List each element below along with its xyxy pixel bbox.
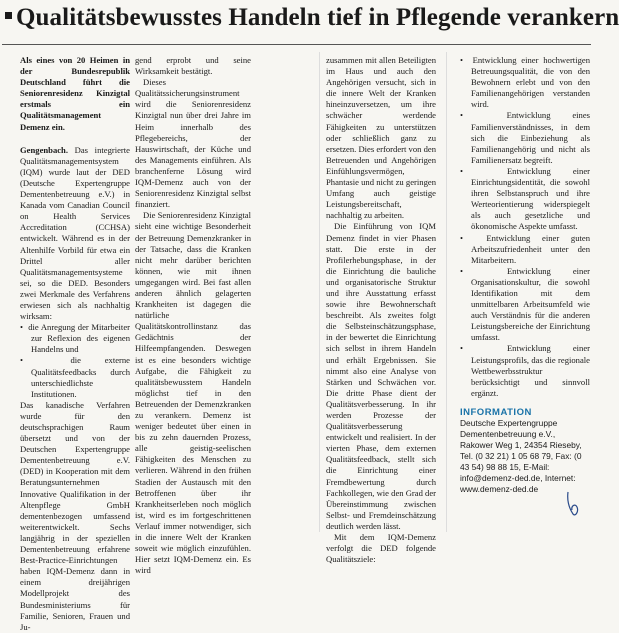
dateline: Gengenbach.: [20, 144, 68, 155]
list-item: • Entwicklung eines Familienverständnisses, in dem sich die Einbeziehung als Familienangehörig und nicht als Familienersatz begreift.: [460, 110, 590, 165]
body-paragraph: Die Seniorenresidenz Kinzigtal sieht eine wichtige Besonderheit der Betreuung Demenzkranker in der Tatsache, dass die Kranken nicht mehr darüber berichten können, wie mit ihnen umgegangen wird. Bei fast allen anderen ähnlich gelagerten Krankheiten ist dagegen die natürliche Qualitätskontrollinstanz das Gedächtnis der Hilfeempfangenden. Deswegen ist es eine besonders wichtige Aufgabe, die Fähigkeit zu qualitätsbewusstem Handeln möglichst tief in den Betreuenden der Demenzkranken zu verankern. Demenz ist weniger bedeutet über einen in bis zu zehn dauernden Prozess, alle geistig-seelischen Fähigkeiten des Menschen zu verlieren. Während in den frühen Stadien der Austausch mit den Betroffenen über ihr Krankheitserleben noch möglich ist, wird es im fortgeschrittenen Verlauf immer notwendiger, sich in die innere Welt der Kranken soweit wie möglich einzufühlen. Hier setzt IQM-Demenz ein. Es wird: [135, 210, 251, 576]
column-3: [326, 55, 437, 565]
column-1: [20, 55, 131, 632]
list-item: • Entwicklung einer Leistungsprofils, das die regionale Wettbewerbsstruktur berücksichtigt und sinnvoll ergänzt.: [460, 343, 590, 398]
body-paragraph: Das kanadische Verfahren wurde für den deutschsprachigen Raum übersetzt und von der Deutschen Expertengruppe Dementenbetreuung e.V. (DED) in Kooperation mit dem Beratungsunternehmen Innovative Qualifikation in der Altenpflege GmbH dementenbezogen umfassend weiterentwickelt. Sechs langjährig in der speziellen Dementenbetreuung erfahrene Best-Practice-Einrichtungen haben IQM-Demenz dann in einem dreijährigen Modellprojekt des Bundesministeriums für Familie, Senioren, Frauen und Ju-: [20, 399, 130, 632]
headline: Qualitätsbewusstes Handeln tief in Pflegende verankern: [16, 4, 619, 31]
headline-rule: [2, 44, 591, 45]
handwritten-mark-icon: [565, 490, 581, 518]
headline-square-icon: [5, 12, 12, 19]
column-4: [460, 55, 590, 533]
lead-paragraph: Als eines von 20 Heimen in der Bundesrepublik Deutschland führt die Seniorenresidenz Kinzigtal erstmals ein Qualitätsmanagement Demenz ein.: [20, 55, 130, 132]
body-paragraph: [20, 145, 130, 323]
column-divider: [319, 52, 320, 532]
body-paragraph: gend erprobt und seine Wirksamkeit bestätigt.: [135, 55, 251, 77]
column-divider: [446, 52, 447, 532]
column-2: [135, 55, 251, 576]
list-item: • Entwicklung einer guten Arbeitszufriedenheit unter den Mitarbeitern.: [460, 233, 590, 266]
list-item: • Entwicklung einer Organisationskultur, die sowohl Identifikation mit dem unmittelbaren Arbeitsumfeld wie auch Verständnis für die anderen Leistungsbereiche der Einrichtung umfasst.: [460, 266, 590, 344]
list-item: • Entwicklung einer Einrichtungsidentität, die sowohl ihren Selbstanspruch und ihre Werteorientierung widerspiegelt als auch gesetzliche und ökonomische Aspekte umfasst.: [460, 166, 590, 233]
body-text: Das integrierte Qualitätsmanagementsystem (IQM) wurde laut der DED (Deutsche Expertengruppe Dementenbetreuung e.V.) in Kanada vom Canadian Council on Health Services Accreditation (CCHSA) entwickelt. Während es in der Altenhilfe Vorbild für etwa ein Drittel aller Qualitätsmanagementsysteme sei, so die DED. Besonders zwei Merkmale des Verfahrens erwiesen sich als nachhaltig wirksam:: [20, 144, 130, 322]
list-item: • Entwicklung einer hochwertigen Betreuungsqualität, die von den Bewohnern erlebt und von den Familienangehörigen verstanden wird.: [460, 55, 590, 110]
body-paragraph: zusammen mit allen Beteiligten im Haus und auch den Angehörigen versucht, sich in die innere Welt der Kranken hineinzuversetzen, um ihre schwächer werdende Fähigkeiten zu unterstützen oder schließlich ganz zu ersetzen. Dies erfordert von den Betreuenden und Angehörigen Einfühlungsvermögen, Phantasie und nicht zu geringen Umfang auch geistige Leistungsbereitschaft, nachhaltig zu arbeiten.: [326, 55, 436, 221]
info-title: INFORMATION: [460, 406, 532, 418]
list-item: • die Anregung der Mitarbeiter zur Reflexion des eigenen Handelns und: [20, 322, 130, 355]
list-item: • die externe Qualitätsfeedbacks durch unterschiedlichste Institutionen.: [20, 355, 130, 399]
body-paragraph: Die Einführung von IQM Demenz findet in vier Phasen statt. Die erste in der Profilerhebungsphase, in der die Einrichtung die bauliche und organisatorische Struktur und ihre Ausstattung erfasst sowie ihre Bewohnerschaft beschreibt. Als zweites folgt die Selbsteinschätzungsphase, in der bewertet die Einrichtung sich selbst in ihrem Handeln und erhält Ergebnissen. Sie nimmt also eine Analyse von Stärken und Schwächen vor. Die dritte Phase dient der Qualitätsverbesserung. In ihr werden Prozesse der Qualitätsverbesserung entwickelt und realisiert. In der vierten Phase, dem externen Qualitätsfeedback, stellt sich die Einrichtung einer Fremdbewertung durch Fachkollegen, wie den Grad der Übereinstimmung zwischen Selbst- und Fremdeinschätzung deutlich werden lässt.: [326, 221, 437, 531]
body-paragraph: Dieses Qualitätssicherungsinstrument wird die Seniorenresidenz Kinzigtal nun über drei Jahre im Heim innerhalb des Pflegebereichs, der Hauswirtschaft, der Küche und des Managements einführen. Als branchenferne Lösung wird IQM-Demenz auch von der Seniorenresidenz Kinzigtal selbst finanziert.: [135, 77, 251, 210]
info-text: Deutsche Expertengruppe Dementenbetreuung e.V., Rakower Weg 1, 24354 Rieseby, Tel. (0 32 21) 1 05 68 79, Fax: (0 43 54) 98 88 15, E-Mail: info@demenz-ded.de, Internet: www.demenz-ded.de: [460, 418, 582, 494]
body-paragraph: Mit dem IQM-Demenz verfolgt die DED folgende Qualitätsziele:: [326, 532, 436, 565]
